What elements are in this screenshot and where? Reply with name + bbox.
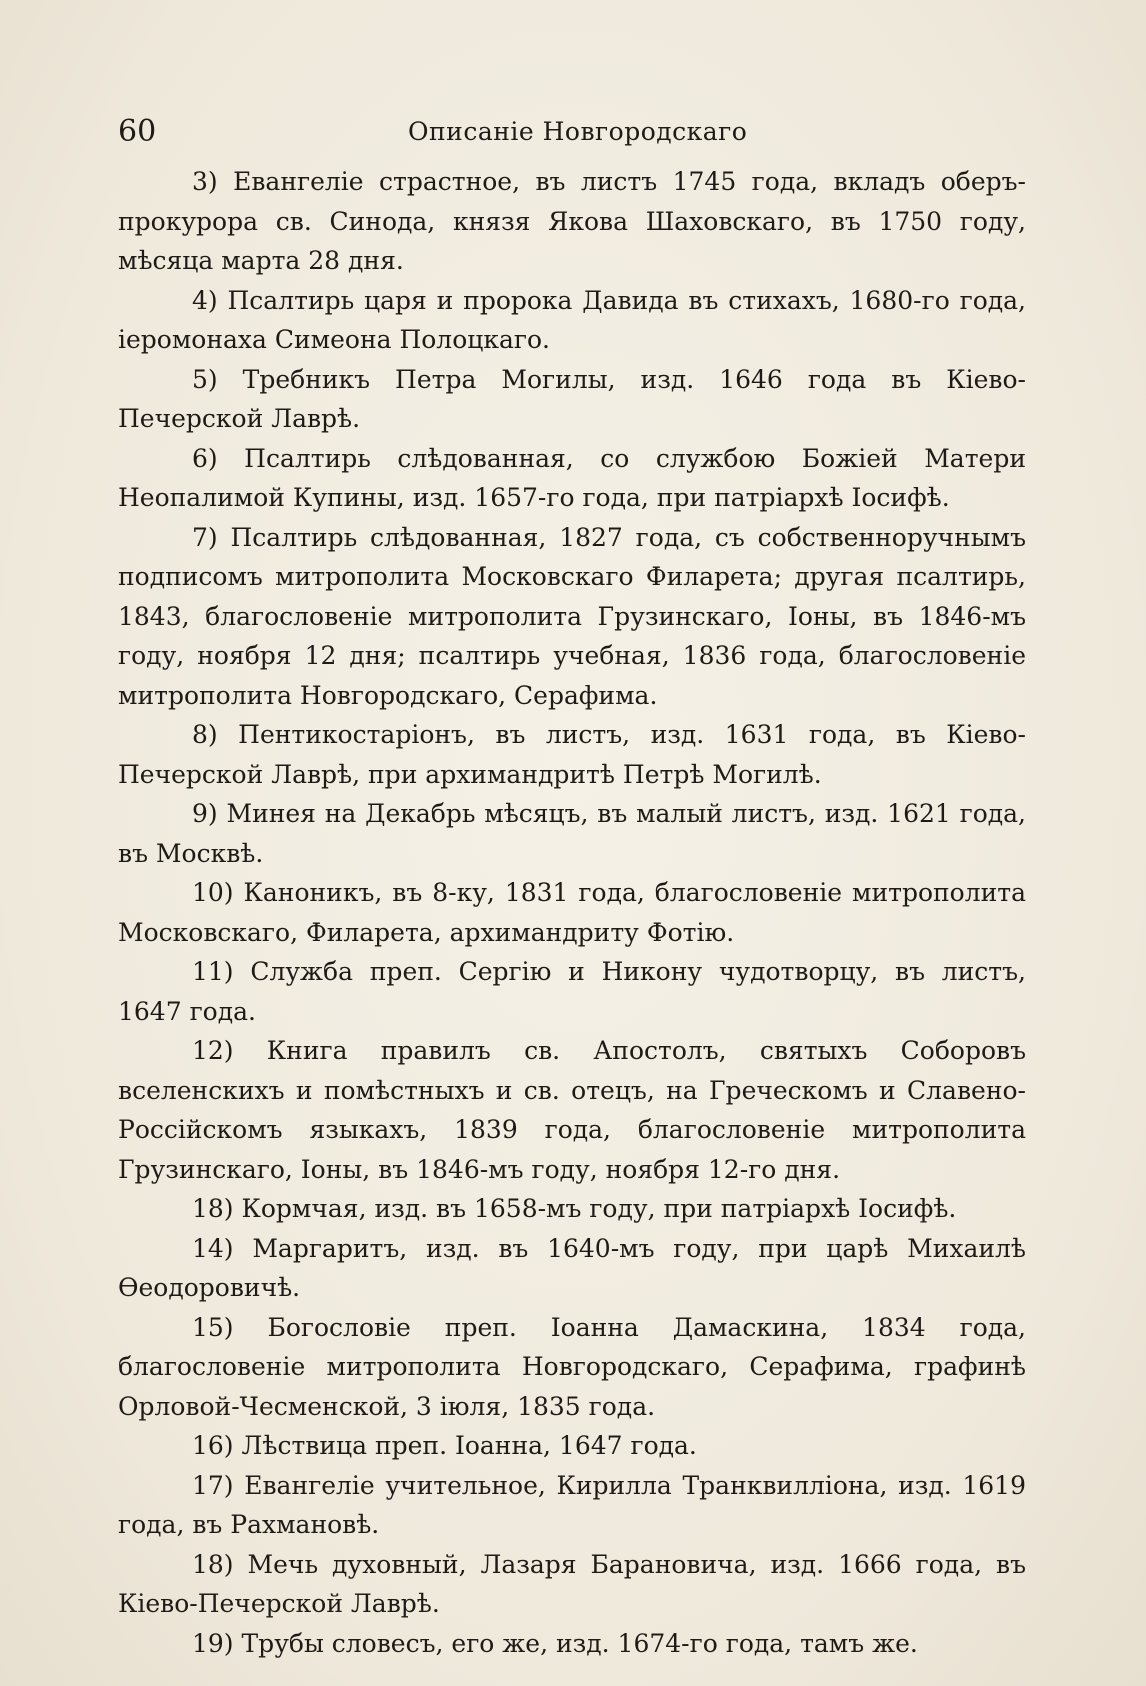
- list-item: 15) Богословіе преп. Іоанна Дамаскина, 1834 года, благословеніе митрополита Новгородскаго, Серафима, графинѣ Орловой-Чесменской, 3 іюля, 1835 года.: [118, 1312, 1026, 1421]
- page-header: [118, 110, 1028, 154]
- list-item: 17) Евангеліе учительное, Кирилла Транквилліона, изд. 1619 года, въ Рахмановѣ.: [118, 1470, 1026, 1539]
- list-item: 14) Маргаритъ, изд. въ 1640-мъ году, при царѣ Михаилѣ Ѳеодоровичѣ.: [118, 1233, 1026, 1302]
- entry-list: [118, 162, 1026, 1663]
- list-item: 16) Лѣствица преп. Іоанна, 1647 года.: [192, 1431, 697, 1460]
- list-item: 12) Книга правилъ св. Апостолъ, святыхъ Соборовъ вселенскихъ и помѣстныхъ и св. отецъ, на Греческомъ и Славено-Россійскомъ языкахъ, 1839 года, благословеніе митрополита Грузинскаго, Іоны, въ 1846-мъ году, ноября 12-го дня.: [118, 1036, 1026, 1184]
- list-item: 8) Пентикостаріонъ, въ листъ, изд. 1631 года, въ Кіево-Печерской Лаврѣ, при архимандритѣ Петрѣ Могилѣ.: [118, 720, 1026, 789]
- list-item: 19) Трубы словесъ, его же, изд. 1674-го года, тамъ же.: [192, 1628, 918, 1658]
- running-title: Описаніе Новгородскаго: [408, 117, 748, 146]
- list-item: 6) Псалтирь слѣдованная, со службою Божіей Матери Неопалимой Купины, изд. 1657-го года, при патріархѣ Іосифѣ.: [118, 443, 1026, 512]
- list-item: 3) Евангеліе страстное, въ листъ 1745 года, вкладъ оберъ-прокурора св. Синода, князя Якова Шаховскаго, въ 1750 году, мѣсяца марта 28 дня.: [118, 167, 1026, 275]
- page-number: 60: [118, 114, 157, 149]
- list-item: 7) Псалтирь слѣдованная, 1827 года, съ собственноручнымъ подписомъ митрополита Московскаго Филарета; другая псалтирь, 1843, благословеніе митрополита Грузинскаго, Іоны, въ 1846-мъ году, ноября 12 дня; псалтирь учебная, 1836 года, благословеніе митрополита Новгородскаго, Серафима.: [118, 522, 1026, 710]
- list-item: 4) Псалтирь царя и пророка Давида въ стихахъ, 1680-го года, іеромонаха Симеона Полоцкаго.: [118, 285, 1026, 354]
- list-item: 9) Минея на Декабрь мѣсяцъ, въ малый листъ, изд. 1621 года, въ Москвѣ.: [118, 799, 1026, 868]
- list-item: 5) Требникъ Петра Могилы, изд. 1646 года въ Кіево-Печерской Лаврѣ.: [118, 364, 1026, 433]
- list-item: 10) Каноникъ, въ 8-ку, 1831 года, благословеніе митрополита Московскаго, Филарета, архимандриту Фотію.: [118, 878, 1026, 947]
- list-item: 11) Служба преп. Сергію и Никону чудотворцу, въ листъ, 1647 года.: [118, 957, 1026, 1026]
- list-item: 18) Кормчая, изд. въ 1658-мъ году, при патріархѣ Іосифѣ.: [192, 1194, 957, 1223]
- list-item: 18) Мечь духовный, Лазаря Барановича, изд. 1666 года, въ Кіево-Печерской Лаврѣ.: [118, 1549, 1026, 1618]
